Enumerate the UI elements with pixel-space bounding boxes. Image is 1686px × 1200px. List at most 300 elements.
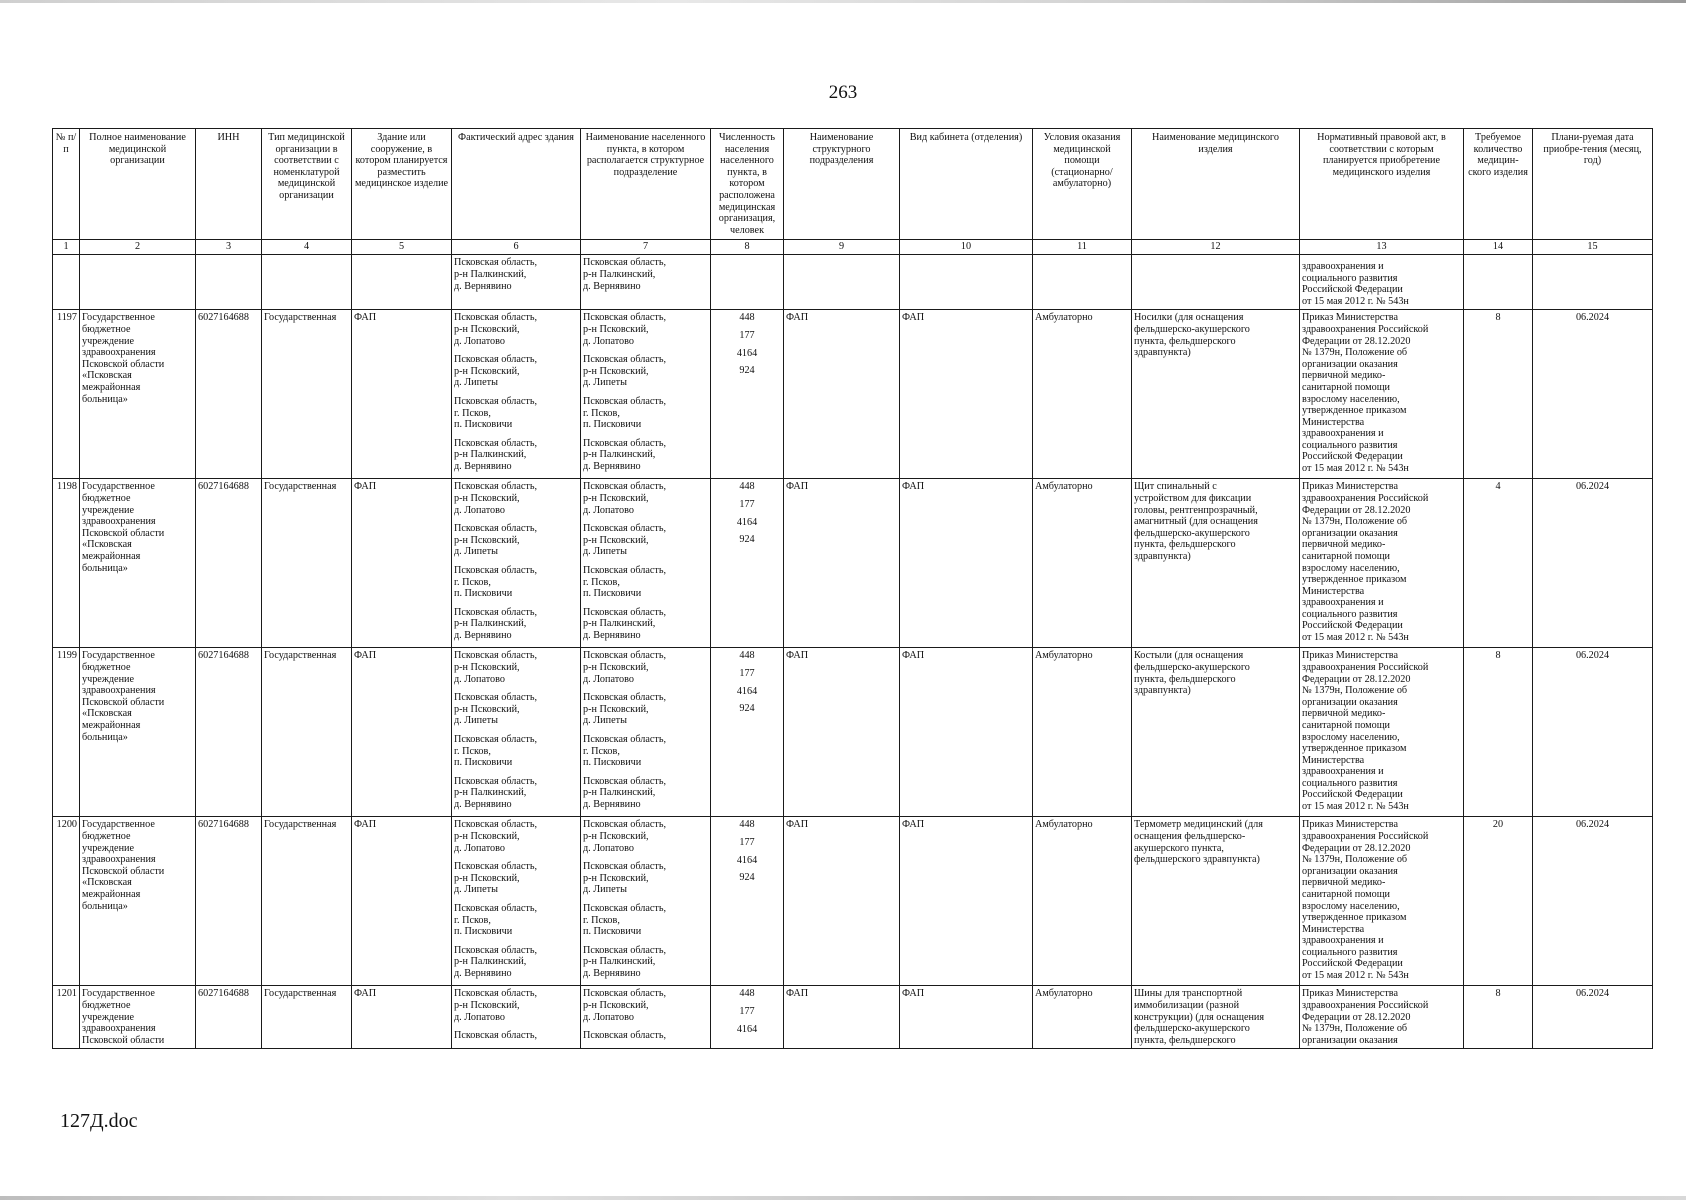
header-cell: Фактический адрес здания <box>452 129 581 240</box>
settlement-line: р-н Псковский, <box>583 703 649 715</box>
settlement-block <box>583 354 708 389</box>
act-line: от 15 мая 2012 г. № 543н <box>1302 295 1409 307</box>
device-name-line: Костыли (для оснащения <box>1134 650 1244 662</box>
act-line: взрослому населению, <box>1302 393 1400 405</box>
address-cell <box>452 255 581 310</box>
device-name-line: пункта, фельдшерского <box>1134 673 1236 685</box>
population-value: 4164 <box>736 854 758 866</box>
address-line: д. Вернявино <box>454 629 512 641</box>
settlement-line: Псковская область, <box>583 692 667 704</box>
device-name-line: конструкции) (для оснащения <box>1134 1011 1265 1023</box>
column-number: 3 <box>196 240 262 255</box>
settlement-block <box>583 607 708 642</box>
act-line: от 15 мая 2012 г. № 543н <box>1302 463 1409 475</box>
population-value: 4164 <box>736 1023 758 1035</box>
org-name-line: «Псковская <box>82 370 132 382</box>
act-line: Российской Федерации <box>1302 284 1403 296</box>
settlement-cell <box>581 986 711 1049</box>
settlement-line: р-н Псковский, <box>583 323 649 335</box>
org-name-line: «Псковская <box>82 877 132 889</box>
settlement-line: Псковская область, <box>583 988 667 1000</box>
act-line: здравоохранения и <box>1302 428 1384 440</box>
settlement-line: д. Липеты <box>583 884 627 896</box>
table-cell <box>784 255 900 310</box>
settlement-line: Псковская область, <box>583 481 667 493</box>
settlement-line: д. Липеты <box>583 715 627 727</box>
table-cell <box>1533 255 1653 310</box>
act-line: организации оказания <box>1302 696 1398 708</box>
address-line: п. Писковичи <box>454 757 513 769</box>
quantity-cell: 20 <box>1464 817 1533 986</box>
act-line: Приказ Министерства <box>1302 312 1398 324</box>
address-line: д. Вернявино <box>454 460 512 472</box>
address-line: д. Лопатово <box>454 673 505 685</box>
population-cell <box>711 817 784 986</box>
settlement-line: д. Вернявино <box>583 280 641 292</box>
act-line: социального развития <box>1302 608 1398 620</box>
settlement-line: Псковская область, <box>583 354 667 366</box>
settlement-line: д. Липеты <box>583 377 627 389</box>
inn-cell: 6027164688 <box>196 817 262 986</box>
org-type-cell: Государственная <box>262 310 352 479</box>
org-name-line: Государственное <box>82 988 155 1000</box>
date-cell: 06.2024 <box>1533 817 1653 986</box>
act-line: здравоохранения Российской <box>1302 492 1429 504</box>
table-cell <box>711 255 784 310</box>
address-line: Псковская область, <box>454 692 538 704</box>
act-line: от 15 мая 2012 г. № 543н <box>1302 632 1409 644</box>
settlement-line: р-н Палкинский, <box>583 268 656 280</box>
address-block <box>454 396 578 431</box>
column-number: 15 <box>1533 240 1653 255</box>
address-line: д. Вернявино <box>454 798 512 810</box>
org-name-line: межрайонная <box>82 550 141 562</box>
header-cell: Условия оказания медицинской помощи (стационарно/ амбулаторно) <box>1033 129 1132 240</box>
settlement-line: г. Псков, <box>583 745 620 757</box>
address-cell <box>452 310 581 479</box>
org-name-line: здравоохранения <box>82 516 156 528</box>
org-name-cell <box>80 648 196 817</box>
org-name-line: учреждение <box>82 842 135 854</box>
device-name-line: фельдшерско-акушерского <box>1134 527 1250 539</box>
act-line: здравоохранения Российской <box>1302 830 1429 842</box>
address-line: р-н Псковский, <box>454 323 520 335</box>
table-row <box>53 817 1653 986</box>
org-name-line: межрайонная <box>82 381 141 393</box>
address-line: г. Псков, <box>454 407 491 419</box>
settlement-line: д. Лопатово <box>583 335 634 347</box>
table-cell <box>900 255 1033 310</box>
table-cell <box>352 255 452 310</box>
act-line: здравоохранения Российской <box>1302 999 1429 1011</box>
settlement-line: Псковская область, <box>583 650 667 662</box>
device-name-cell <box>1132 310 1300 479</box>
address-block <box>454 1030 578 1042</box>
org-name-line: здравоохранения <box>82 1023 156 1035</box>
org-name-line: бюджетное <box>82 492 131 504</box>
row-number-cell: 1199 <box>53 648 80 817</box>
subdivision-cell: ФАП <box>784 648 900 817</box>
address-line: д. Лопатово <box>454 842 505 854</box>
device-name-cell <box>1132 479 1300 648</box>
header-cell: Здание или сооружение, в котором планируется разместить медицинское изделие <box>352 129 452 240</box>
act-line: Федерации от 28.12.2020 <box>1302 1011 1411 1023</box>
population-value: 924 <box>739 872 755 884</box>
device-name-line: фельдшерского здравпункта) <box>1134 854 1260 866</box>
column-number: 9 <box>784 240 900 255</box>
org-type-cell: Государственная <box>262 479 352 648</box>
org-type-cell: Государственная <box>262 986 352 1049</box>
header-cell: Вид кабинета (отделения) <box>900 129 1033 240</box>
act-cell <box>1300 310 1464 479</box>
address-line: р-н Псковский, <box>454 999 520 1011</box>
settlement-block <box>583 734 708 769</box>
act-cell <box>1300 255 1464 310</box>
act-line: утвержденное приказом <box>1302 912 1407 924</box>
settlement-line: д. Лопатово <box>583 504 634 516</box>
population-value: 4164 <box>736 685 758 697</box>
quantity-cell: 8 <box>1464 986 1533 1049</box>
table-cell <box>196 255 262 310</box>
cabinet-cell: ФАП <box>900 479 1033 648</box>
inn-cell: 6027164688 <box>196 986 262 1049</box>
org-type-cell: Государственная <box>262 648 352 817</box>
quantity-cell: 8 <box>1464 648 1533 817</box>
device-name-line: фельдшерско-акушерского <box>1134 1023 1250 1035</box>
org-name-line: больница» <box>82 393 128 405</box>
org-name-cell <box>80 817 196 986</box>
population-cell <box>711 310 784 479</box>
act-line: Приказ Министерства <box>1302 481 1398 493</box>
building-cell: ФАП <box>352 817 452 986</box>
address-block <box>454 819 578 854</box>
act-line: № 1379н, Положение об <box>1302 685 1408 697</box>
settlement-line: р-н Палкинский, <box>583 956 656 968</box>
device-name-line: иммобилизации (разной <box>1134 999 1240 1011</box>
settlement-block <box>583 481 708 516</box>
address-line: р-н Псковский, <box>454 703 520 715</box>
column-number: 12 <box>1132 240 1300 255</box>
settlement-line: Псковская область, <box>583 606 667 618</box>
subdivision-cell: ФАП <box>784 479 900 648</box>
address-block <box>454 861 578 896</box>
act-line: организации оказания <box>1302 1034 1398 1046</box>
settlement-line: д. Вернявино <box>583 798 641 810</box>
act-line: Федерации от 28.12.2020 <box>1302 673 1411 685</box>
population-value: 4164 <box>736 516 758 528</box>
settlement-line: Псковская область, <box>583 1030 667 1042</box>
population-value: 448 <box>739 988 755 1000</box>
settlement-block <box>583 776 708 811</box>
device-name-line: амагнитный (для оснащения <box>1134 516 1258 528</box>
device-name-line: Носилки (для оснащения <box>1134 312 1244 324</box>
settlement-line: Псковская область, <box>583 395 667 407</box>
address-line: Псковская область, <box>454 257 538 269</box>
column-number: 2 <box>80 240 196 255</box>
date-cell: 06.2024 <box>1533 986 1653 1049</box>
act-cell <box>1300 817 1464 986</box>
table-cell <box>1132 255 1300 310</box>
table-row <box>53 986 1653 1049</box>
act-line: санитарной помощи <box>1302 381 1390 393</box>
address-block <box>454 945 578 980</box>
address-cell <box>452 479 581 648</box>
settlement-line: р-н Псковский, <box>583 999 649 1011</box>
address-line: р-н Псковский, <box>454 365 520 377</box>
column-number: 4 <box>262 240 352 255</box>
settlement-line: д. Лопатово <box>583 673 634 685</box>
settlement-line: р-н Псковский, <box>583 661 649 673</box>
population-cell <box>711 479 784 648</box>
org-name-line: Псковской области <box>82 358 165 370</box>
act-line: здравоохранения Российской <box>1302 323 1429 335</box>
act-line: Федерации от 28.12.2020 <box>1302 504 1411 516</box>
address-cell <box>452 817 581 986</box>
population-value: 177 <box>739 1005 755 1017</box>
building-cell: ФАП <box>352 648 452 817</box>
equipment-table <box>52 128 1653 1049</box>
act-cell <box>1300 986 1464 1049</box>
act-line: социального развития <box>1302 272 1398 284</box>
address-line: д. Лопатово <box>454 335 505 347</box>
settlement-cell <box>581 479 711 648</box>
act-line: социального развития <box>1302 439 1398 451</box>
device-name-line: здравпункта) <box>1134 347 1191 359</box>
table-cell <box>1033 255 1132 310</box>
header-row <box>53 129 1653 240</box>
act-line: № 1379н, Положение об <box>1302 347 1408 359</box>
column-number: 7 <box>581 240 711 255</box>
act-line: здравоохранения Российской <box>1302 661 1429 673</box>
act-line: утвержденное приказом <box>1302 574 1407 586</box>
act-line: взрослому населению, <box>1302 731 1400 743</box>
org-name-line: учреждение <box>82 335 135 347</box>
settlement-line: г. Псков, <box>583 914 620 926</box>
population-value: 177 <box>739 667 755 679</box>
address-block <box>454 354 578 389</box>
settlement-line: р-н Палкинский, <box>583 618 656 630</box>
org-name-line: здравоохранения <box>82 685 156 697</box>
device-name-cell <box>1132 986 1300 1049</box>
act-line: Министерства <box>1302 754 1365 766</box>
address-line: р-н Псковский, <box>454 872 520 884</box>
act-line: Приказ Министерства <box>1302 650 1398 662</box>
act-line: социального развития <box>1302 946 1398 958</box>
population-cell <box>711 648 784 817</box>
device-name-line: пункта, фельдшерского <box>1134 335 1236 347</box>
address-line: д. Липеты <box>454 377 498 389</box>
page-number: 263 <box>828 82 858 103</box>
settlement-line: д. Вернявино <box>583 629 641 641</box>
address-line: г. Псков, <box>454 745 491 757</box>
settlement-block <box>583 692 708 727</box>
address-line: д. Лопатово <box>454 504 505 516</box>
act-line: Российской Федерации <box>1302 451 1403 463</box>
act-line: № 1379н, Положение об <box>1302 1023 1408 1035</box>
settlement-line: Псковская область, <box>583 902 667 914</box>
device-name-line: пункта, фельдшерского <box>1134 1034 1236 1046</box>
address-line: р-н Псковский, <box>454 534 520 546</box>
device-name-line: устройством для фиксации <box>1134 492 1252 504</box>
header-cell: Полное наименование медицинской организации <box>80 129 196 240</box>
settlement-block <box>583 1030 708 1042</box>
act-line: организации оказания <box>1302 527 1398 539</box>
act-line: Федерации от 28.12.2020 <box>1302 335 1411 347</box>
org-name-line: здравоохранения <box>82 854 156 866</box>
act-line: санитарной помощи <box>1302 550 1390 562</box>
settlement-block <box>583 523 708 558</box>
cabinet-cell: ФАП <box>900 986 1033 1049</box>
settlement-line: Псковская область, <box>583 257 667 269</box>
address-block <box>454 988 578 1023</box>
settlement-line: д. Лопатово <box>583 842 634 854</box>
act-line: организации оказания <box>1302 865 1398 877</box>
address-cell <box>452 648 581 817</box>
header-cell: Плани-руемая дата приобре-тения (месяц, год) <box>1533 129 1653 240</box>
org-name-line: Псковской области <box>82 1034 165 1046</box>
act-line: от 15 мая 2012 г. № 543н <box>1302 801 1409 813</box>
address-line: р-н Палкинский, <box>454 956 527 968</box>
table-row <box>53 310 1653 479</box>
address-line: р-н Палкинский, <box>454 787 527 799</box>
settlement-block <box>583 819 708 854</box>
header-cell: Требуемое количество медицин-ского изделия <box>1464 129 1533 240</box>
address-line: Псковская область, <box>454 481 538 493</box>
table-cell <box>80 255 196 310</box>
act-line: Российской Федерации <box>1302 958 1403 970</box>
settlement-block <box>583 396 708 431</box>
inn-cell: 6027164688 <box>196 479 262 648</box>
address-line: д. Липеты <box>454 715 498 727</box>
address-line: Псковская область, <box>454 988 538 1000</box>
address-line: Псковская область, <box>454 564 538 576</box>
device-name-line: фельдшерско-акушерского <box>1134 661 1250 673</box>
address-line: г. Псков, <box>454 576 491 588</box>
act-line: Приказ Министерства <box>1302 988 1398 1000</box>
act-line: Федерации от 28.12.2020 <box>1302 842 1411 854</box>
column-number: 11 <box>1033 240 1132 255</box>
population-value: 448 <box>739 312 755 324</box>
address-line: Псковская область, <box>454 861 538 873</box>
table-cell <box>262 255 352 310</box>
settlement-line: р-н Псковский, <box>583 365 649 377</box>
device-name-line: головы, рентгенпрозрачный, <box>1134 504 1258 516</box>
address-block <box>454 565 578 600</box>
address-line: Псковская область, <box>454 1030 538 1042</box>
act-line: Министерства <box>1302 585 1365 597</box>
inn-cell: 6027164688 <box>196 648 262 817</box>
device-name-cell <box>1132 817 1300 986</box>
inn-cell: 6027164688 <box>196 310 262 479</box>
org-name-line: межрайонная <box>82 888 141 900</box>
device-name-line: фельдшерско-акушерского <box>1134 323 1250 335</box>
act-line: первичной медико- <box>1302 370 1386 382</box>
settlement-line: Псковская область, <box>583 861 667 873</box>
settlement-line: Псковская область, <box>583 564 667 576</box>
quantity-cell: 8 <box>1464 310 1533 479</box>
header-cell: Нормативный правовой акт, в соответствии с которым планируется приобретение медицинского изделия <box>1300 129 1464 240</box>
settlement-line: п. Писковичи <box>583 419 642 431</box>
population-value: 177 <box>739 498 755 510</box>
settlement-block <box>583 988 708 1023</box>
settlement-line: Псковская область, <box>583 523 667 535</box>
act-cell <box>1300 648 1464 817</box>
column-number: 8 <box>711 240 784 255</box>
settlement-block <box>583 438 708 473</box>
column-number: 10 <box>900 240 1033 255</box>
settlement-line: Псковская область, <box>583 733 667 745</box>
conditions-cell: Амбулаторно <box>1033 310 1132 479</box>
org-name-line: бюджетное <box>82 830 131 842</box>
org-name-line: учреждение <box>82 673 135 685</box>
device-name-line: Термометр медицинский (для <box>1134 819 1263 831</box>
quantity-cell: 4 <box>1464 479 1533 648</box>
act-line: социального развития <box>1302 777 1398 789</box>
act-line: от 15 мая 2012 г. № 543н <box>1302 970 1409 982</box>
settlement-cell <box>581 817 711 986</box>
header-cell: Наименование структурного подразделения <box>784 129 900 240</box>
population-cell <box>711 986 784 1049</box>
org-name-line: Псковской области <box>82 527 165 539</box>
address-block <box>454 734 578 769</box>
act-line: Российской Федерации <box>1302 620 1403 632</box>
subdivision-cell: ФАП <box>784 817 900 986</box>
conditions-cell: Амбулаторно <box>1033 986 1132 1049</box>
org-name-cell <box>80 310 196 479</box>
act-line: взрослому населению, <box>1302 562 1400 574</box>
address-line: п. Писковичи <box>454 419 513 431</box>
act-line: № 1379н, Положение об <box>1302 854 1408 866</box>
address-block <box>454 903 578 938</box>
address-block <box>454 523 578 558</box>
act-line: организации оказания <box>1302 358 1398 370</box>
address-line: д. Липеты <box>454 546 498 558</box>
act-line: Министерства <box>1302 923 1365 935</box>
settlement-line: Псковская область, <box>583 312 667 324</box>
building-cell: ФАП <box>352 479 452 648</box>
row-number-cell: 1201 <box>53 986 80 1049</box>
settlement-line: д. Вернявино <box>583 967 641 979</box>
address-line: п. Писковичи <box>454 588 513 600</box>
settlement-cell <box>581 648 711 817</box>
device-name-line: здравпункта) <box>1134 550 1191 562</box>
settlement-line: р-н Палкинский, <box>583 787 656 799</box>
table-cell <box>1464 255 1533 310</box>
building-cell: ФАП <box>352 986 452 1049</box>
cabinet-cell: ФАП <box>900 648 1033 817</box>
address-line: д. Липеты <box>454 884 498 896</box>
org-name-line: «Псковская <box>82 708 132 720</box>
org-name-line: больница» <box>82 900 128 912</box>
org-name-line: Государственное <box>82 650 155 662</box>
org-name-cell <box>80 986 196 1049</box>
act-line: здравоохранения и <box>1302 260 1384 272</box>
settlement-line: Псковская область, <box>583 775 667 787</box>
column-number: 1 <box>53 240 80 255</box>
act-line: здравоохранения и <box>1302 597 1384 609</box>
continuation-row <box>53 255 1653 310</box>
settlement-line: г. Псков, <box>583 407 620 419</box>
address-block <box>454 692 578 727</box>
header-cell: Тип медицинской организации в соответствии с номенклатурой медицинской организации <box>262 129 352 240</box>
settlement-line: р-н Палкинский, <box>583 449 656 461</box>
address-line: Псковская область, <box>454 606 538 618</box>
settlement-line: Псковская область, <box>583 437 667 449</box>
org-name-cell <box>80 479 196 648</box>
settlement-line: р-н Псковский, <box>583 872 649 884</box>
address-cell <box>452 986 581 1049</box>
conditions-cell: Амбулаторно <box>1033 648 1132 817</box>
